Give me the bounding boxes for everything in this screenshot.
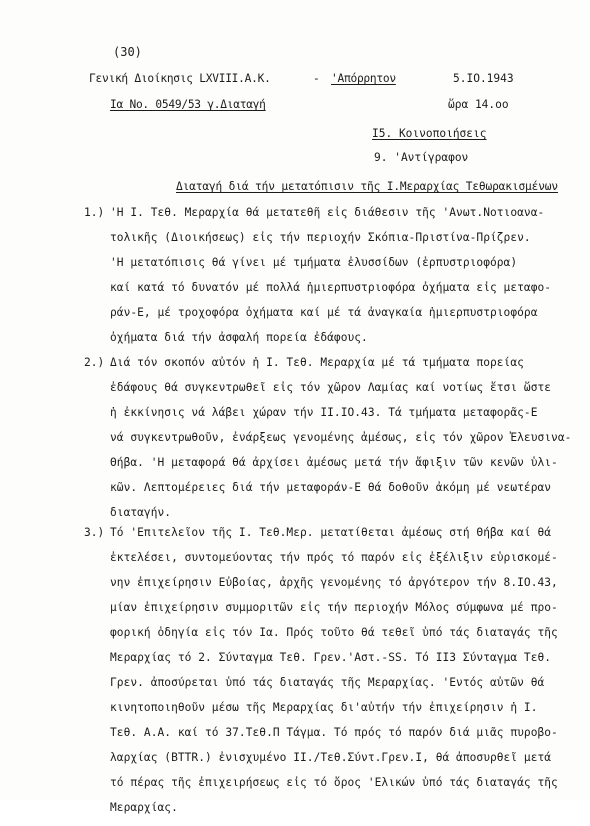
paragraph-line: τό πέρας τῆς ἐπιχειρήσεως εἰς τό ὄρος 'Ελικών ὑπό τάς διαταγάς τῆς [110,776,558,789]
paragraph-line: καί κατά τό δυνατόν μέ πολλά ἡμιερπυστριοφόρα ὀχήματα εἰς μεταφο- [110,281,552,294]
paragraph-line: νά συγκεντρωθοῦν, ἐνάρξεως γενομένης ἀμέσως, εἰς τόν χῶρον Ἐλευσινα- [110,431,572,444]
paragraph-line: μίαν ἐπιχείρησιν συμμοριτῶν εἰς τήν περιοχήν Μόλος σύμφωνα μέ προ- [110,601,558,614]
paragraph-line: λαρχίας (ΒΤΤR.) ἐνισχυμένο ΙΙ./Τεθ.Σύντ.Γρεν.Ι, θά ἀποσυρθεῖ μετά [110,751,552,764]
header-dash: - [313,72,320,85]
paragraph-line: Τό 'Επιτελεῖον τῆς Ι. Τεθ.Μερ. μετατίθεται ἀμέσως στή Θήβα καί θά [110,526,552,539]
paragraph-3-number: 3.) [84,526,105,539]
distribution-count: I5. Κοινοποιήσεις [372,127,487,140]
paragraph-line: 'Η μετατόπισις θά γίνει μέ τμήματα ἐλυσσίδων (ἑρπυστριοφόρα) [110,256,518,269]
paragraph-line: κινητοποιηθοῦν μέσω τῆς Μεραρχίας δι'αὐτήν τήν ἐπιχείρησιν ἡ Ι. [110,701,538,714]
page-number: (30) [113,45,142,59]
paragraph-line: κῶν. Λεπτομέρειες διά τήν μεταφοράν-Ε θά δοθοῦν ἀκόμη μέ νεωτέραν [110,481,552,494]
copy-number: 9. 'Αντίγραφον [374,151,469,164]
paragraph-line: Θήβα. 'Η μεταφορά θά ἀρχίσει ἀμέσως μετά τήν ἄφιξιν τῶν κενῶν ὑλι- [110,456,558,469]
paragraph-line: Διά τόν σκοπόν αὐτόν ἡ Ι. Τεθ. Μεραρχία μέ τά τμήματα πορείας [110,356,524,369]
document-time: ὥρα 14.οο [448,98,509,111]
paragraph-line: τολικῆς (Διοικήσεως) εἰς τήν περιοχήν Σκόπια-Πριστίνα-Πρίζρεν. [110,231,531,244]
order-reference: Ια Νο. 0549/53 γ.Διαταγή [110,98,266,111]
paragraph-line: Γρεν. ἀποσύρεται ὑπό τάς διαταγάς τῆς Μεραρχίας. 'Εντός αὐτῶν θά [110,676,545,689]
paragraph-1-number: 1.) [84,206,105,219]
paragraph-line: νην ἐπιχείρησιν Εὐβοίας, ἀρχῆς γενομένης τό ἀργότερον τήν 8.ΙΟ.43, [110,576,558,589]
paragraph-2-number: 2.) [84,356,105,369]
paragraph-line: Μεραρχίας. [110,801,178,814]
paragraph-line: Μεραρχίας τό 2. Σύνταγμα Τεθ. Γρεν.'Αστ.-SS. Τό ΙΙ3 Σύνταγμα Τεθ. [110,651,552,664]
subject-line: Διαταγή διά τήν μετατόπισιν τῆς Ι.Μεραρχίας Τεθωρακισμένων [176,180,558,193]
paragraph-line: ἐκτελέσει, συντομεύοντας τήν πρός τό παρόν εἰς ἐξέλιξιν εὑρισκομέ- [110,551,558,564]
paragraph-line: 'Η Ι. Τεθ. Μεραρχία θά μετατεθῆ εἰς διάθεσιν τῆς 'Ανωτ.Νοτιοανα- [110,206,545,219]
paragraph-line: ράν-Ε, μέ τροχοφόρα ὀχήματα καί μέ τά ἀναγκαία ἡμιερπυστριοφόρα [110,306,538,319]
paragraph-line: ἡ ἐκκίνησις νά λάβει χώραν τήν ΙΙ.ΙΟ.43. Τά τμήματα μεταφορᾶς-Ε [110,406,538,419]
paragraph-line: διαταγήν. [110,506,172,519]
paragraph-1 [110,206,580,356]
classification-label: 'Απόρρητον [331,72,396,85]
issuing-command: Γενική Διοίκησις LXVIII.Α.Κ. [89,72,271,85]
paragraph-2 [110,356,580,531]
paragraph-line: Τεθ. Α.Α. καί τό 37.Τεθ.Π Τάγμα. Τό πρός τό παρόν διά μιᾶς πυροβο- [110,726,558,739]
document-date: 5.IO.1943 [453,72,514,85]
paragraph-line: ἐδάφους θά συγκεντρωθεῖ εἰς τόν χῶρον Λαμίας καί νοτίως ἔτσι ὥστε [110,381,552,394]
paragraph-line: φορική ὁδηγία εἰς τόν Ια. Πρός τοῦτο θά τεθεῖ ὑπό τάς διαταγάς τῆς [110,626,558,639]
paragraph-line: ὀχήματα διά τήν ἀσφαλή πορεία ἐδάφους. [110,331,368,344]
paragraph-3 [110,526,580,826]
